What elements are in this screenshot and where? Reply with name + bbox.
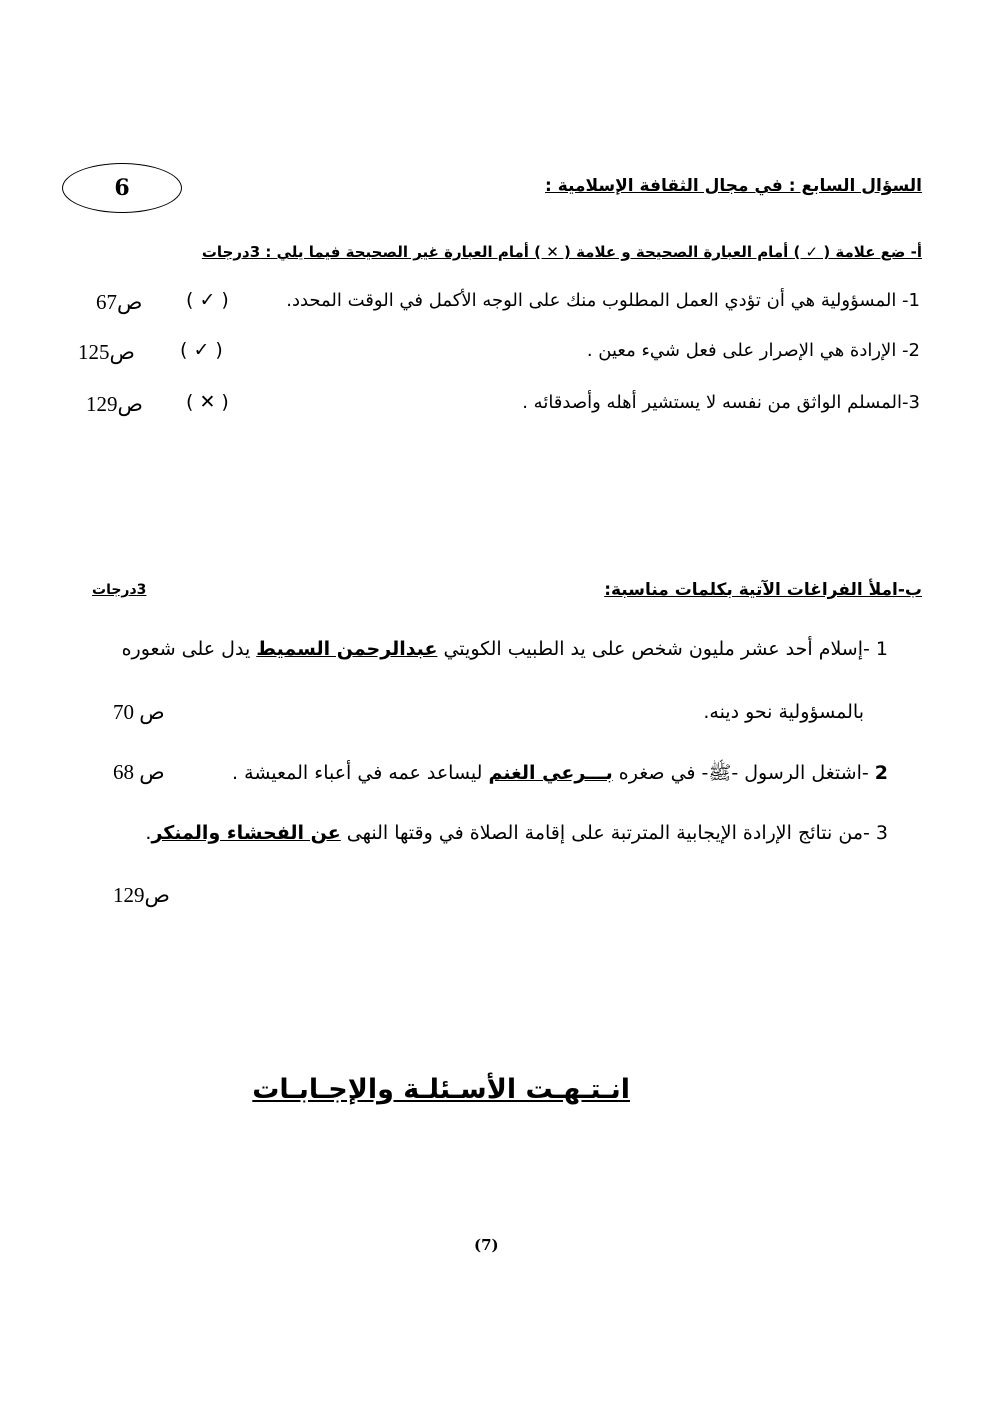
part-a-item-2-mark: ( ✓ ) xyxy=(180,339,223,361)
part-b-item-1-pre: 1 -إسلام أحد عشر مليون شخص على يد الطبيب الكويتي xyxy=(437,638,888,660)
part-a-item-1-text: 1- المسؤولية هي أن تؤدي العمل المطلوب منك على الوجه الأكمل في الوقت المحدد. xyxy=(286,290,920,311)
part-a-instruction: أ- ضع علامة ( ✓ ) أمام العبارة الصحيحة و علامة ( ✕ ) أمام العبارة غير الصحيحة فيما يلي : 3درجات xyxy=(201,243,922,261)
part-b-item-1-answer: عبدالرحمن السميط xyxy=(256,638,438,660)
part-b-instruction: ب-املأ الفراغات الآتية بكلمات مناسبة: xyxy=(604,580,922,600)
part-b-item-3-post: . xyxy=(145,822,152,844)
closing-title: انـتـهـت الأسـئلـة والإجـابـات xyxy=(252,1074,630,1105)
part-b-item-1 xyxy=(122,638,888,660)
part-b-item-3-page: ص129 xyxy=(113,883,170,907)
part-b-item-1-line2: بالمسؤولية نحو دينه. xyxy=(703,701,864,723)
part-b-item-2-post: ليساعد عمه في أعباء المعيشة . xyxy=(232,762,489,784)
part-a-item-3-mark: ( ✕ ) xyxy=(186,391,229,413)
part-b-item-2-num: 2 xyxy=(874,762,888,784)
part-b-item-1-post: يدل على شعوره xyxy=(121,638,257,660)
part-a-item-2-page: ص125 xyxy=(78,340,135,364)
part-a-item-2-text: 2- الإرادة هي الإصرار على فعل شيء معين . xyxy=(586,340,920,361)
part-a-item-3-text: 3-المسلم الواثق من نفسه لا يستشير أهله وأصدقائه . xyxy=(522,392,920,413)
score-oval: 6 xyxy=(62,163,182,213)
question-title: السؤال السابع : في مجال الثقافة الإسلامية : xyxy=(545,176,922,196)
part-b-item-3-pre: 3 -من نتائج الإرادة الإيجابية المترتبة على إقامة الصلاة في وقتها النهى xyxy=(340,822,888,844)
part-b-item-1-page: ص 70 xyxy=(113,700,165,724)
part-b-item-2-pre: -اشتغل الرسول -ﷺ- في صغره xyxy=(612,762,875,784)
part-b-item-3-answer: عن الفحشاء والمنكر xyxy=(151,822,341,844)
part-b-item-3 xyxy=(145,822,888,844)
part-b-item-2-answer: بـــرعي الغنم xyxy=(488,762,613,784)
page-number: (7) xyxy=(474,1236,499,1254)
part-a-item-3-page: ص129 xyxy=(86,392,143,416)
part-b-item-2 xyxy=(232,761,888,789)
part-a-item-1-page: ص67 xyxy=(96,290,143,314)
part-a-item-1-mark: ( ✓ ) xyxy=(186,289,229,311)
part-b-marks: 3درجات xyxy=(92,582,147,598)
part-b-item-2-page: ص 68 xyxy=(113,760,165,784)
